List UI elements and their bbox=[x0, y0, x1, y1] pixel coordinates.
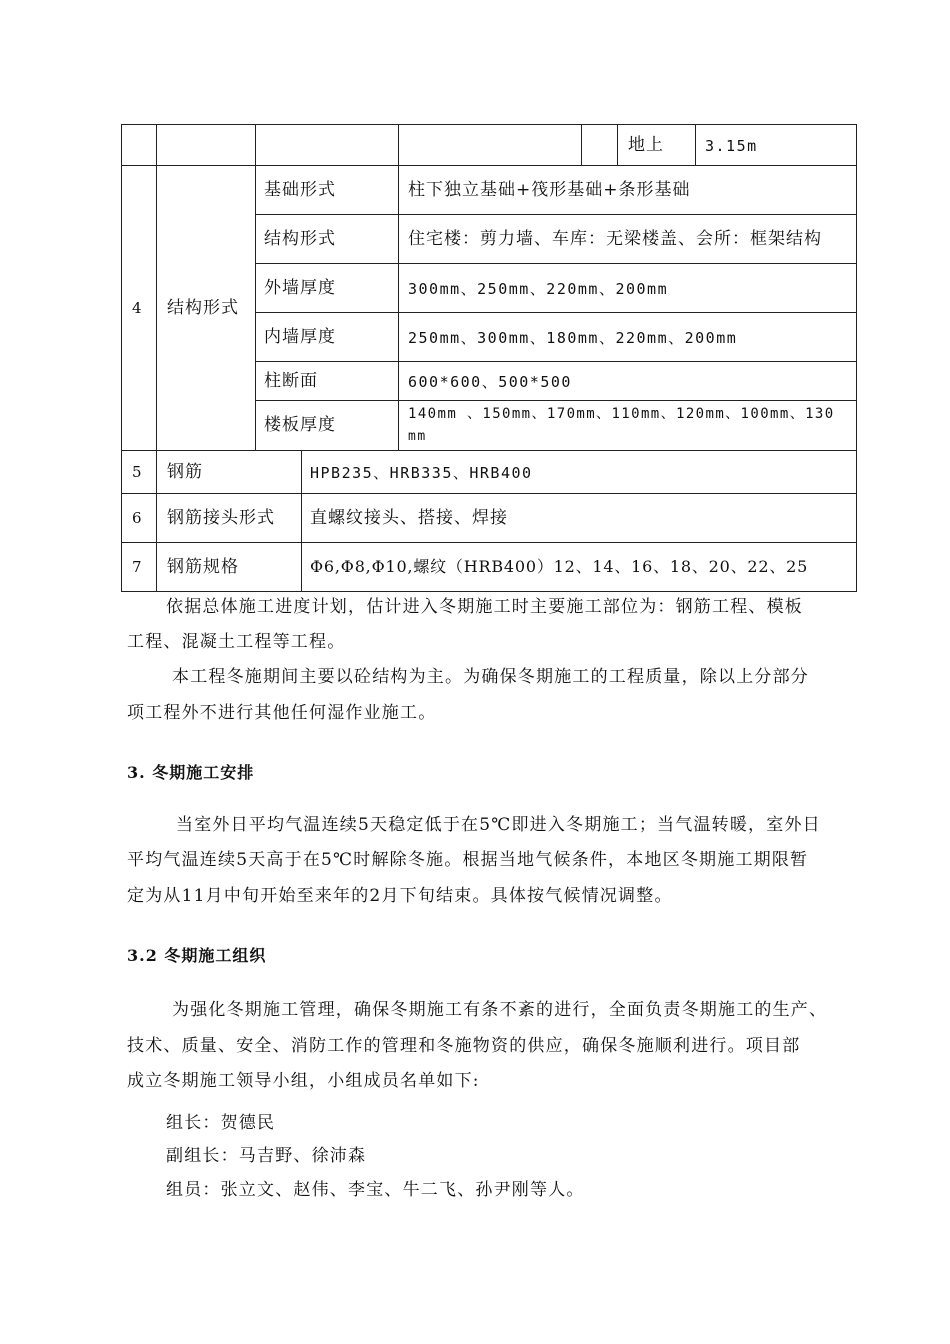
text-line: 项工程外不进行其他任何湿作业施工。 bbox=[127, 703, 437, 723]
table-rule bbox=[121, 165, 857, 166]
item-name: 钢筋规格 bbox=[167, 557, 239, 577]
text-line: 平均气温连续5天高于在5℃时解除冬施。根据当地气候条件，本地区冬期施工期限暂 bbox=[127, 850, 809, 870]
text-line: 本工程冬施期间主要以砼结构为主。为确保冬期施工的工程质量，除以上分部分 bbox=[172, 667, 809, 687]
table-rule bbox=[121, 450, 857, 451]
table-rule bbox=[121, 124, 857, 125]
table-rule bbox=[255, 361, 857, 362]
table-rule bbox=[301, 450, 302, 592]
text-line: 技术、质量、安全、消防工作的管理和冬施物资的供应，确保冬施顺利进行。项目部 bbox=[127, 1036, 801, 1056]
item-value: Φ6,Φ8,Φ10,螺纹（HRB400）12、14、16、18、20、22、25 bbox=[310, 557, 809, 576]
table-rule bbox=[255, 263, 857, 264]
table-rule bbox=[398, 124, 399, 451]
table-rule bbox=[255, 124, 256, 451]
cell-ground-label: 地上 bbox=[628, 135, 664, 155]
item-name: 钢筋接头形式 bbox=[167, 508, 275, 528]
team-members: 组员：张立文、赵伟、李宝、牛二飞、孙尹刚等人。 bbox=[166, 1180, 585, 1200]
sub-label: 内墙厚度 bbox=[264, 327, 336, 347]
sub-label: 柱断面 bbox=[264, 371, 318, 391]
text-line: 依据总体施工进度计划，估计进入冬期施工时主要施工部位为：钢筋工程、模板 bbox=[166, 597, 803, 617]
table-rule bbox=[156, 124, 157, 592]
table-rule bbox=[121, 124, 122, 592]
table-rule bbox=[581, 124, 582, 166]
cell-ground-value: 3.15m bbox=[705, 137, 758, 155]
construction-table bbox=[0, 0, 950, 600]
row-number: 6 bbox=[132, 509, 143, 527]
table-rule bbox=[617, 124, 618, 166]
sub-value: 300mm、250mm、220mm、200mm bbox=[408, 280, 669, 298]
table-rule bbox=[121, 542, 857, 543]
sub-label: 结构形式 bbox=[264, 229, 336, 249]
sub-value: 600*600、500*500 bbox=[408, 373, 572, 391]
text-line: 为强化冬期施工管理，确保冬期施工有条不紊的进行，全面负责冬期施工的生产、 bbox=[172, 1000, 828, 1020]
sub-label: 楼板厚度 bbox=[264, 415, 336, 435]
item-value: 直螺纹接头、搭接、焊接 bbox=[310, 508, 508, 528]
row-number: 4 bbox=[132, 299, 143, 317]
row-number: 7 bbox=[132, 558, 143, 576]
text-line: 工程、混凝土工程等工程。 bbox=[127, 632, 346, 652]
table-rule bbox=[255, 312, 857, 313]
item-name: 结构形式 bbox=[167, 298, 239, 318]
sub-value: 250mm、300mm、180mm、220mm、200mm bbox=[408, 329, 738, 347]
sub-label: 基础形式 bbox=[264, 180, 336, 200]
team-leader: 组长：贺德民 bbox=[166, 1113, 276, 1133]
text-line: 定为从11月中旬开始至来年的2月下旬结束。具体按气候情况调整。 bbox=[127, 886, 673, 906]
table-rule bbox=[856, 124, 857, 592]
table-rule bbox=[695, 124, 696, 166]
sub-value: 140mm 、150mm、170mm、110mm、120mm、100mm、130 bbox=[408, 406, 835, 422]
sub-value: 住宅楼：剪力墙、车库：无梁楼盖、会所：框架结构 bbox=[408, 229, 822, 249]
sub-value: mm bbox=[408, 429, 427, 444]
item-value: HPB235、HRB335、HRB400 bbox=[310, 464, 533, 482]
table-rule bbox=[255, 400, 857, 401]
team-vice-leader: 副组长：马吉野、徐沛森 bbox=[166, 1146, 367, 1166]
row-number: 5 bbox=[132, 463, 143, 481]
sub-label: 外墙厚度 bbox=[264, 278, 336, 298]
table-rule bbox=[255, 214, 857, 215]
text-line: 当室外日平均气温连续5天稳定低于在5℃即进入冬期施工；当气温转暖，室外日 bbox=[176, 815, 821, 835]
section-heading: 3. 冬期施工安排 bbox=[127, 763, 255, 782]
text-line: 成立冬期施工领导小组，小组成员名单如下: bbox=[127, 1071, 480, 1091]
table-rule bbox=[121, 493, 857, 494]
sub-value: 柱下独立基础+筏形基础+条形基础 bbox=[408, 180, 691, 200]
item-name: 钢筋 bbox=[167, 462, 203, 482]
section-heading: 3.2 冬期施工组织 bbox=[127, 946, 267, 965]
